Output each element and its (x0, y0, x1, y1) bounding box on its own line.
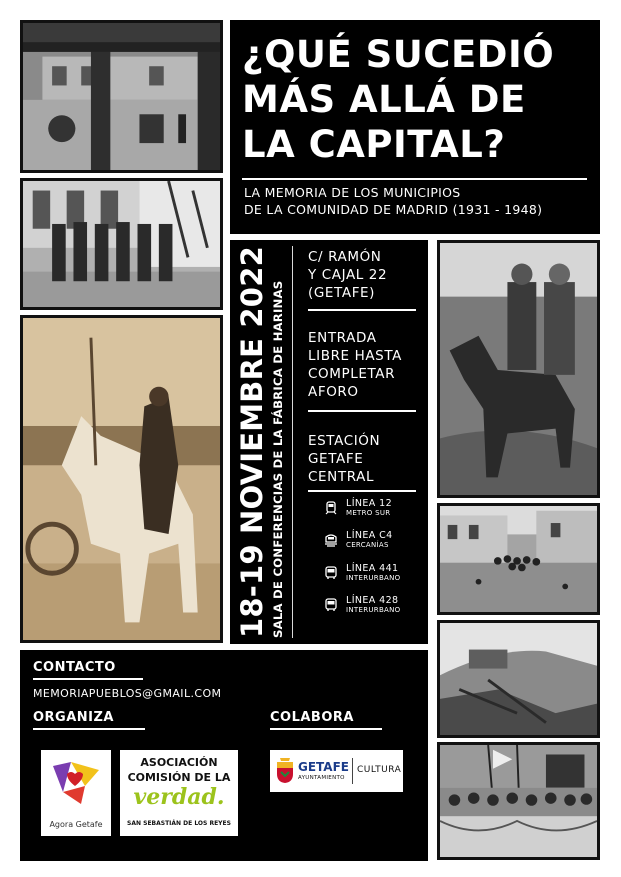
transport-row-metro (324, 498, 392, 518)
colabora-underline (270, 728, 382, 730)
agora-emblem-icon (41, 752, 111, 812)
photo-balcony-women (437, 742, 600, 860)
transport-service: INTERURBANO (346, 574, 401, 582)
bus-icon (324, 598, 338, 612)
transport-line: LÍNEA 441 (346, 563, 399, 574)
getafe-crest-icon (275, 757, 295, 785)
title-divider (242, 178, 587, 180)
metro-icon (324, 501, 338, 515)
entry-text: ENTRADA LIBRE HASTA COMPLETAR AFORO (308, 330, 402, 400)
photo-woman-on-horse (20, 315, 223, 643)
organiza-underline (33, 728, 145, 730)
transport-line: LÍNEA 428 (346, 595, 399, 606)
contact-email[interactable]: MEMORIAPUEBLOS@GMAIL.COM (33, 687, 222, 700)
subtitle: LA MEMORIA DE LOS MUNICIPIOS DE LA COMUNIDAD DE MADRID (1931 - 1948) (244, 185, 543, 217)
comision-line2: COMISIÓN DE LA (127, 771, 231, 784)
transport-service: METRO SUR (346, 509, 391, 517)
info-divider-1 (308, 309, 416, 311)
contact-underline (33, 678, 143, 680)
bottom-panel (20, 650, 428, 861)
transport-service: INTERURBANO (346, 606, 401, 614)
info-divider-3 (308, 490, 416, 492)
title-panel (230, 20, 600, 234)
getafe-dept: CULTURA (357, 765, 402, 775)
getafe-name: GETAFE (298, 760, 349, 774)
info-divider-2 (308, 410, 416, 412)
main-title: ¿QUÉ SUCEDIÓ MÁS ALLÁ DE LA CAPITAL? (242, 33, 555, 166)
comision-caption: SAN SEBASTIÁN DE LOS REYES (127, 820, 231, 827)
comision-line1: ASOCIACIÓN (140, 756, 218, 769)
organiza-heading: ORGANIZA (33, 710, 114, 725)
event-venue: SALA DE CONFERENCIAS DE LA FÁBRICA DE HARINAS (271, 280, 285, 638)
photo-ruined-hill (437, 620, 600, 738)
event-panel (230, 240, 428, 644)
agora-getafe-logo (41, 750, 111, 836)
photo-guardia-civil (20, 178, 223, 310)
bus-icon (324, 566, 338, 580)
train-icon (324, 533, 338, 547)
transport-line: LÍNEA 12 (346, 498, 393, 509)
event-dates: 18-19 NOVIEMBRE 2022 (235, 246, 269, 638)
address-text: C/ RAMÓN Y CAJAL 22 (GETAFE) (308, 249, 388, 301)
colabora-heading: COLABORA (270, 710, 354, 725)
transport-row-train (324, 530, 393, 550)
getafe-ayuntamiento-logo (270, 750, 403, 792)
transport-service: CERCANÍAS (346, 541, 389, 549)
venue-divider (292, 246, 293, 638)
photo-soldiers-donkey (437, 240, 600, 498)
getafe-sub: AYUNTAMIENTO (298, 775, 345, 781)
photo-village-square (20, 20, 223, 173)
station-text: ESTACIÓN GETAFE CENTRAL (308, 433, 381, 485)
transport-row-bus-428 (324, 595, 401, 615)
contact-heading: CONTACTO (33, 660, 116, 675)
agora-caption: Agora Getafe (49, 820, 103, 829)
photo-village-crowd (437, 503, 600, 615)
transport-line: LÍNEA C4 (346, 530, 393, 541)
verdad-wordmark: verdad. (133, 784, 225, 810)
transport-row-bus-441 (324, 563, 401, 583)
comision-verdad-logo (120, 750, 238, 836)
getafe-logo-divider (352, 758, 353, 784)
